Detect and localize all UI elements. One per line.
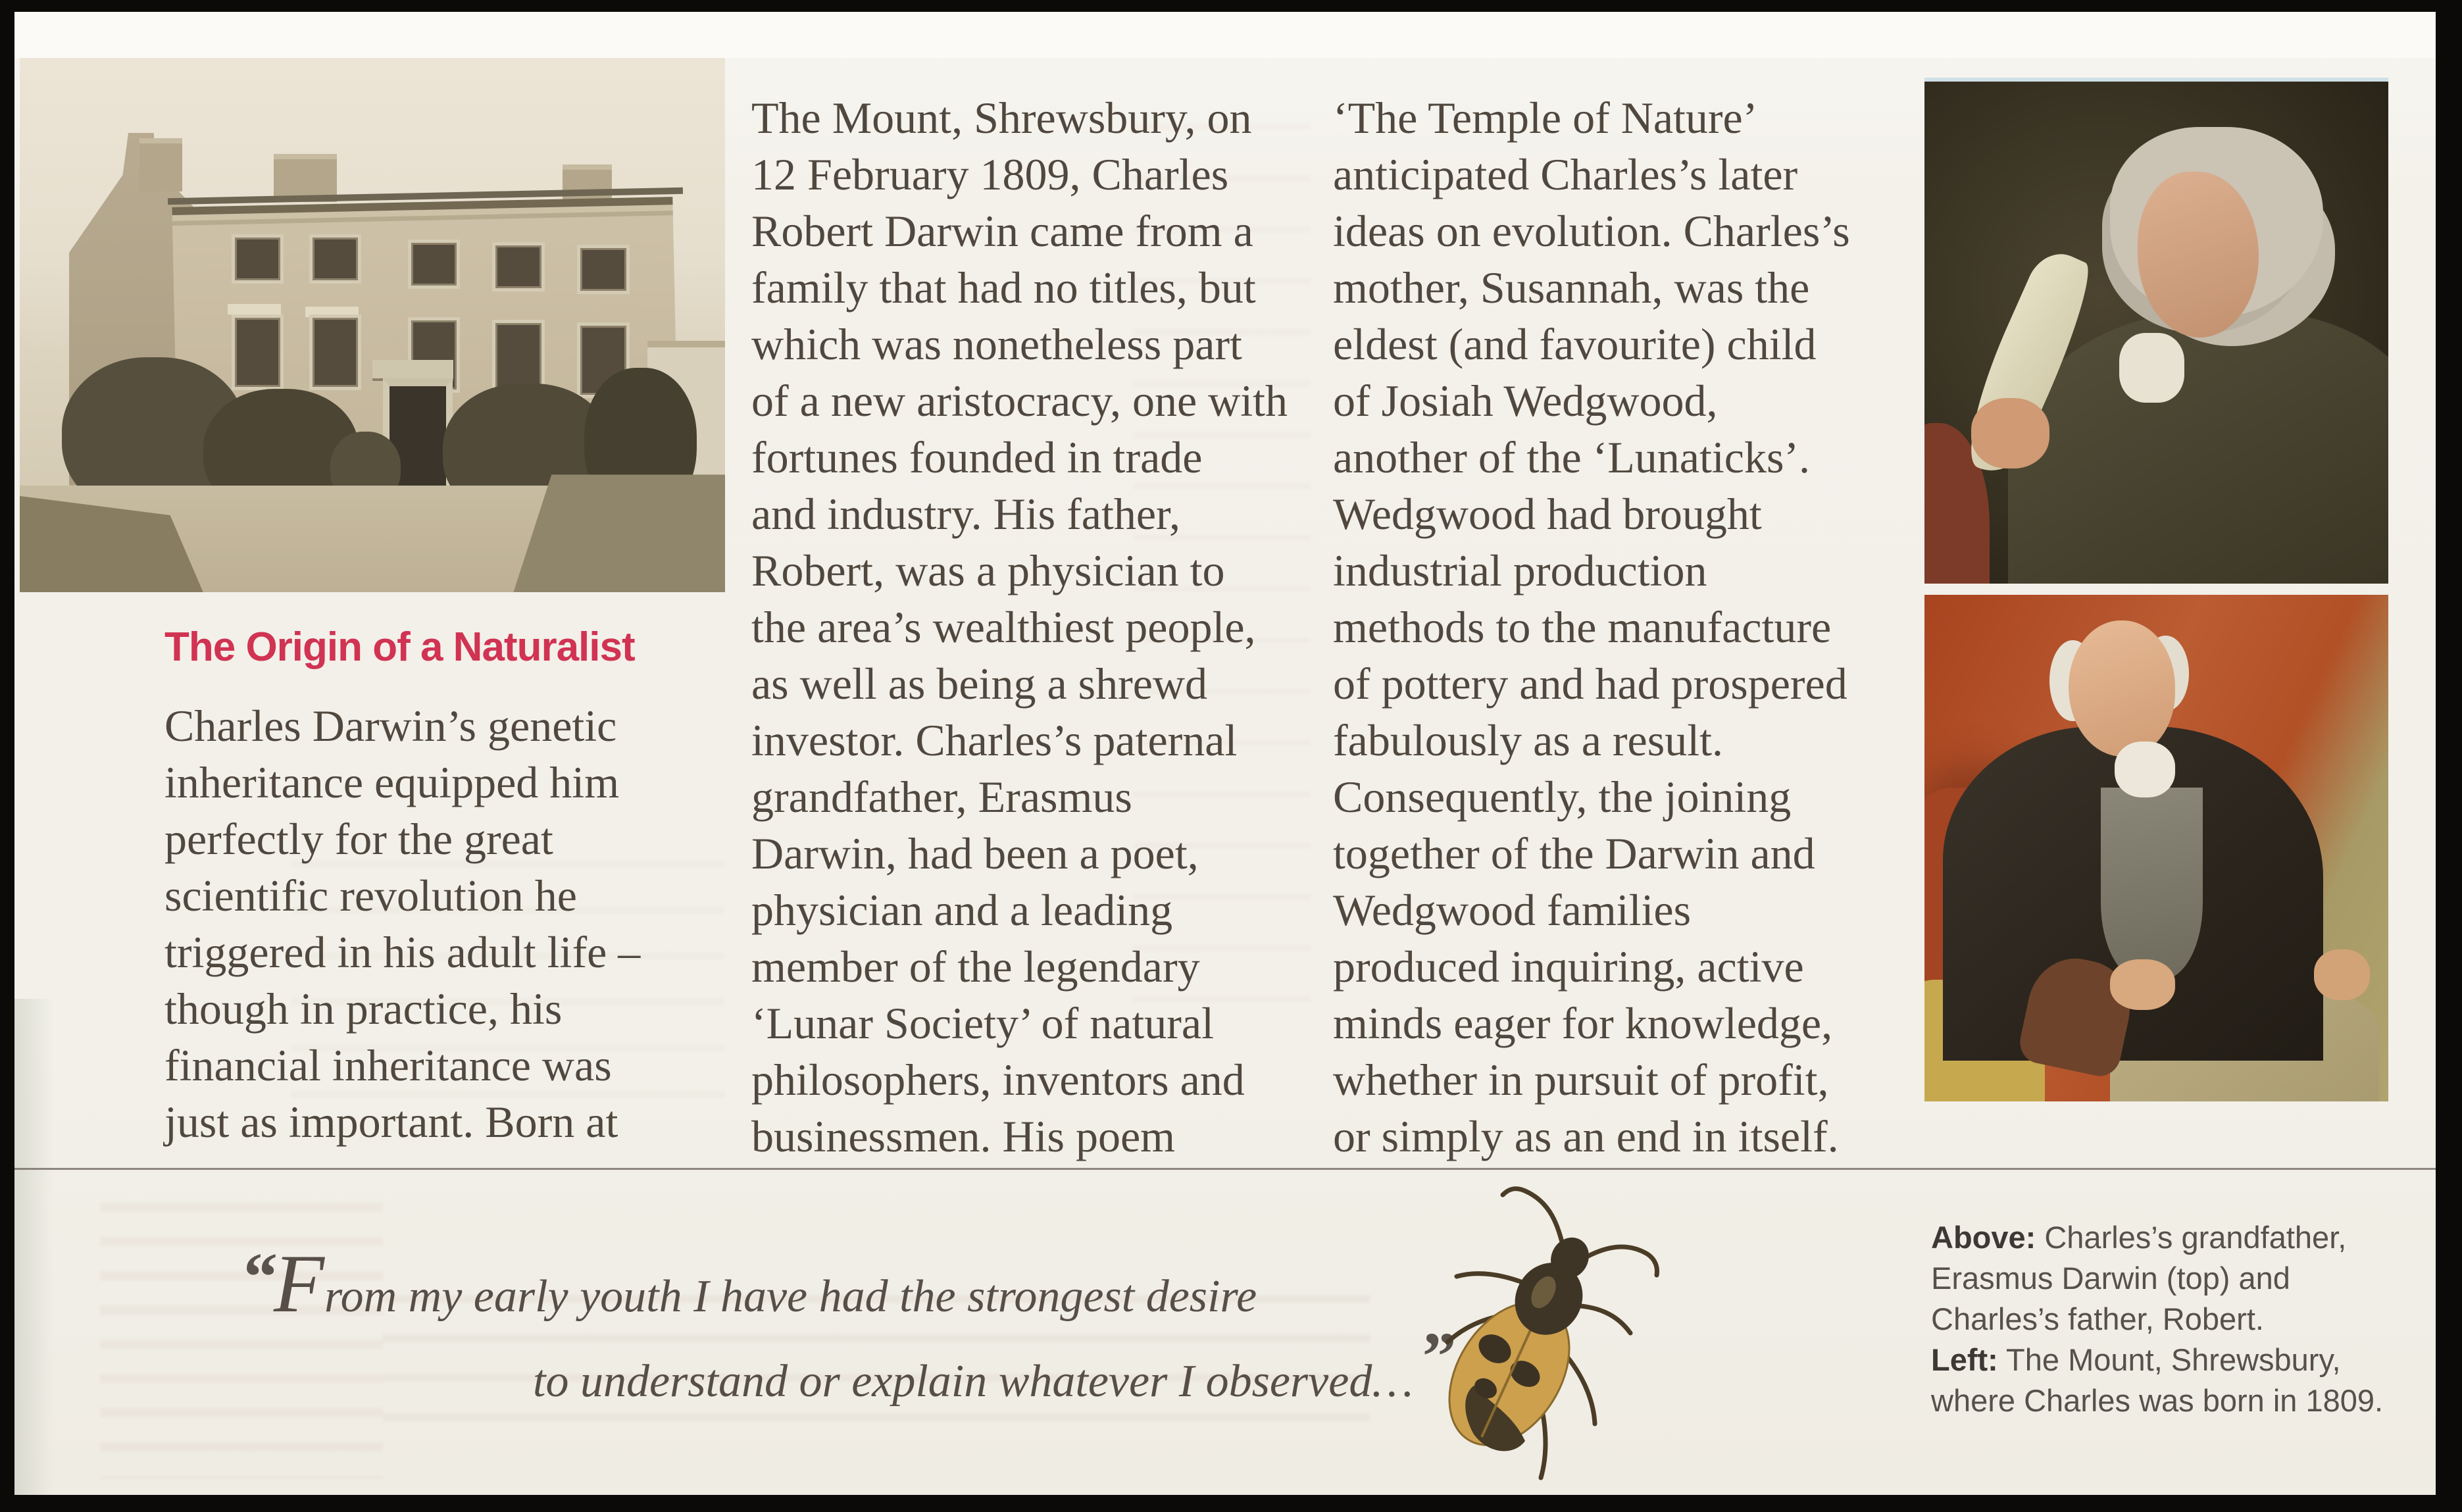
page-surface <box>14 12 2436 1495</box>
portrait-erasmus-darwin <box>1924 78 2388 584</box>
chimney <box>139 138 182 191</box>
cravat <box>2119 333 2184 403</box>
text-line: Wedgwood families <box>1333 885 1692 935</box>
caption-line: Charles’s father, Robert. <box>1931 1301 2264 1336</box>
quote-text: to understand or explain whatever I observed… <box>533 1356 1413 1407</box>
text-line: 12 February 1809, Charles <box>751 149 1229 199</box>
text-line: of a new aristocracy, one with <box>751 376 1288 426</box>
scan-gutter-shadow <box>14 999 54 1495</box>
text-line: just as important. Born at <box>164 1097 618 1147</box>
text-line: Consequently, the joining <box>1333 772 1792 822</box>
text-line: Wedgwood had brought <box>1333 489 1762 539</box>
window-awning <box>228 304 280 315</box>
text-line: The Mount, Shrewsbury, on <box>751 93 1252 143</box>
waistcoat <box>2101 788 2203 980</box>
text-line: another of the ‘Lunaticks’. <box>1333 432 1811 482</box>
caption-line: Left: The Mount, Shrewsbury, <box>1931 1342 2341 1377</box>
caption-line: Erasmus Darwin (top) and <box>1931 1261 2290 1296</box>
caption-line: where Charles was born in 1809. <box>1931 1383 2384 1418</box>
text-line: together of the Darwin and <box>1333 828 1815 878</box>
text-line: physician and a leading <box>751 885 1173 935</box>
window <box>492 242 545 291</box>
text-line: inheritance equipped him <box>164 757 620 807</box>
text-line: ‘Lunar Society’ of natural <box>751 998 1215 1048</box>
text-line: methods to the manufacture <box>1333 602 1832 652</box>
text-line: philosophers, inventors and <box>751 1055 1245 1105</box>
window <box>309 234 362 284</box>
text-line: mother, Susannah, was the <box>1333 263 1810 313</box>
window <box>232 234 284 284</box>
text-line: financial inheritance was <box>164 1040 612 1090</box>
text-line: of Josiah Wedgwood, <box>1333 376 1718 426</box>
text-line: perfectly for the great <box>164 814 553 864</box>
hand <box>1971 398 2050 468</box>
open-quote-mark: “ <box>243 1239 274 1315</box>
caption-label: Left: <box>1931 1342 1998 1377</box>
quote-initial: F <box>274 1238 324 1330</box>
face <box>2138 172 2258 338</box>
text-line: whether in pursuit of profit, <box>1333 1055 1829 1105</box>
window <box>309 315 362 391</box>
pull-quote-line2 <box>533 1317 1453 1408</box>
text-line: eldest (and favourite) child <box>1333 319 1817 369</box>
text-line: industrial production <box>1333 545 1707 595</box>
portico <box>372 360 453 378</box>
window <box>577 245 630 294</box>
text-line: member of the legendary <box>751 942 1200 992</box>
text-line: Robert Darwin came from a <box>751 206 1253 256</box>
text-line: which was nonetheless part <box>751 319 1242 369</box>
text-line: of pottery and had prospered <box>1333 659 1847 709</box>
text-line: or simply as an end in itself. <box>1333 1111 1839 1161</box>
text-line: though in practice, his <box>164 984 563 1034</box>
beetle-illustration <box>1396 1176 1672 1505</box>
text-line: triggered in his adult life – <box>164 927 641 977</box>
text-line: Charles Darwin’s genetic <box>164 701 617 751</box>
text-line: produced inquiring, active <box>1333 942 1804 992</box>
text-line: the area’s wealthiest people, <box>751 602 1256 652</box>
face <box>2069 620 2175 757</box>
hand <box>2314 949 2370 1000</box>
cornice <box>172 211 673 226</box>
text-line: and industry. His father, <box>751 489 1180 539</box>
quote-text: rom my early youth I have had the strongest desire <box>324 1271 1257 1322</box>
text-line: Darwin, had been a poet, <box>751 828 1199 878</box>
text-line: ideas on evolution. Charles’s <box>1333 206 1850 256</box>
text-line: as well as being a shrewd <box>751 659 1208 709</box>
text-line: ‘The Temple of Nature’ <box>1333 93 1758 143</box>
text-line: grandfather, Erasmus <box>751 772 1132 822</box>
text-line: scientific revolution he <box>164 870 577 920</box>
text-line: fabulously as a result. <box>1333 715 1723 765</box>
text-line: family that had no titles, but <box>751 263 1256 313</box>
close-quote-mark: ” <box>1422 1319 1453 1394</box>
caption-label: Above: <box>1931 1220 2036 1255</box>
text-line: minds eager for knowledge, <box>1333 998 1833 1048</box>
chimney <box>563 164 612 202</box>
window <box>408 239 461 289</box>
house-photo-the-mount <box>20 58 725 592</box>
image-caption <box>1931 1217 2438 1421</box>
cravat <box>2115 742 2175 797</box>
section-heading: The Origin of a Naturalist <box>164 624 635 670</box>
window <box>232 315 284 391</box>
hand <box>2110 959 2175 1010</box>
divider-rule <box>14 1168 2436 1170</box>
text-column-1 <box>164 697 640 1150</box>
text-line: fortunes founded in trade <box>751 432 1203 482</box>
text-line: investor. Charles’s paternal <box>751 715 1238 765</box>
text-line: anticipated Charles’s later <box>1333 149 1798 199</box>
text-line: businessmen. His poem <box>751 1111 1176 1161</box>
text-line: Robert, was a physician to <box>751 545 1225 595</box>
portrait-robert-darwin <box>1924 595 2388 1101</box>
text-column-2 <box>751 89 1288 1165</box>
text-column-3 <box>1333 89 1850 1165</box>
caption-line: Above: Charles’s grandfather, <box>1931 1220 2347 1255</box>
page-top-margin <box>14 12 2436 58</box>
